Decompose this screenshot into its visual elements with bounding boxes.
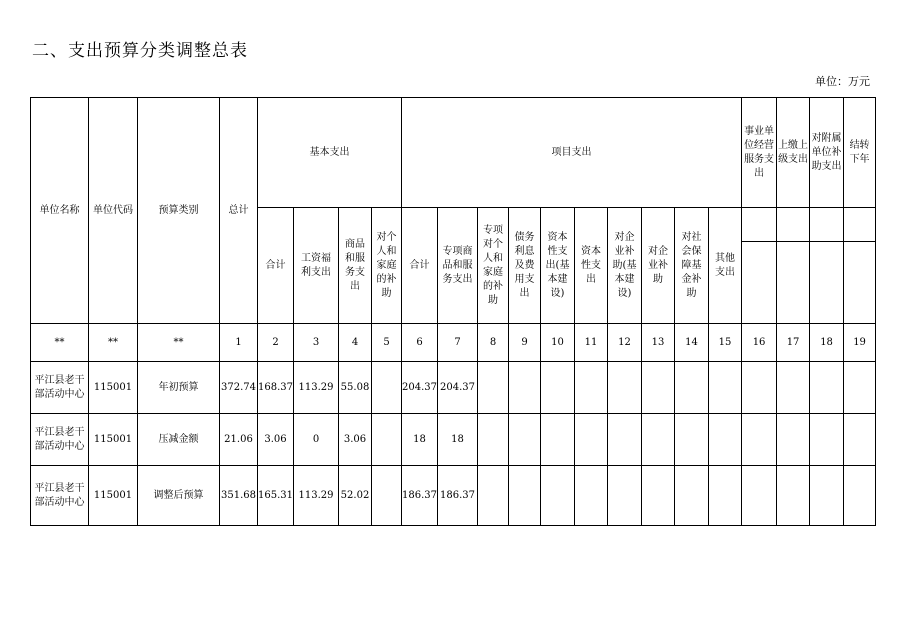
row-total: 21.06 [220,414,258,466]
row-unit-code: 115001 [89,362,138,414]
row-project-goods: 204.37 [438,362,478,414]
index-cell: 19 [844,324,876,362]
row-project-total: 186.37 [402,466,438,526]
row-basic-total: 168.37 [258,362,294,414]
index-cell: 6 [402,324,438,362]
index-row [31,324,876,362]
index-cell: 8 [478,324,509,362]
header-capital: 资本性支出 [575,208,608,324]
unit-label: 单位：万元 [815,75,870,88]
header-basic-total: 合计 [258,208,294,324]
header-blank-17b [777,242,810,324]
row-goods: 52.02 [339,466,372,526]
row-unit-name: 平江县老干部活动中心 [31,466,89,526]
index-cell: 7 [438,324,478,362]
index-cell: 2 [258,324,294,362]
index-cell: 11 [575,324,608,362]
header-blank-18 [810,208,844,242]
row-basic-total: 165.31 [258,466,294,526]
row-project-total: 18 [402,414,438,466]
row-project-goods: 18 [438,414,478,466]
header-enterprise-subsidy: 对企业补助 [642,208,675,324]
header-personal-subsidy: 对个人和家庭的补助 [372,208,402,324]
header-other: 其他支出 [709,208,742,324]
row-unit-name: 平江县老干部活动中心 [31,414,89,466]
index-cell: ** [89,324,138,362]
index-cell: ** [31,324,89,362]
row-wage: 113.29 [294,362,339,414]
header-debt-interest: 债务利息及费用支出 [509,208,541,324]
index-cell: ** [138,324,220,362]
row-total: 351.68 [220,466,258,526]
index-cell: 17 [777,324,810,362]
header-budget-type: 预算类别 [138,98,220,324]
header-project-total: 合计 [402,208,438,324]
index-cell: 10 [541,324,575,362]
row-personal [372,466,402,526]
row-project-total: 204.37 [402,362,438,414]
header-total: 总计 [220,98,258,324]
index-cell: 18 [810,324,844,362]
index-cell: 13 [642,324,675,362]
header-enterprise-basic: 对企业补助(基本建设) [608,208,642,324]
row-budget-type: 年初预算 [138,362,220,414]
row-unit-code: 115001 [89,466,138,526]
header-blank-16 [742,208,777,242]
row-wage: 113.29 [294,466,339,526]
index-cell: 15 [709,324,742,362]
header-unit-name: 单位名称 [31,98,89,324]
header-project-expenditure: 项目支出 [402,98,742,208]
index-cell: 16 [742,324,777,362]
index-cell: 14 [675,324,709,362]
page-title: 二、支出预算分类调整总表 [32,41,248,61]
index-cell: 3 [294,324,339,362]
row-wage: 0 [294,414,339,466]
index-cell: 5 [372,324,402,362]
header-goods-services: 商品和服务支出 [339,208,372,324]
header-blank-19 [844,208,876,242]
header-project-personal: 专项对个人和家庭的补助 [478,208,509,324]
header-blank-16b [742,242,777,324]
header-blank-19b [844,242,876,324]
row-unit-code: 115001 [89,414,138,466]
row-goods: 3.06 [339,414,372,466]
header-social-security: 对社会保障基金补助 [675,208,709,324]
header-project-goods: 专项商品和服务支出 [438,208,478,324]
row-goods: 55.08 [339,362,372,414]
index-cell: 4 [339,324,372,362]
header-carry-forward: 结转下年 [844,98,876,208]
row-personal [372,414,402,466]
row-budget-type: 调整后预算 [138,466,220,526]
header-row-1 [31,98,876,208]
row-project-goods: 186.37 [438,466,478,526]
index-cell: 12 [608,324,642,362]
row-personal [372,362,402,414]
header-wage-welfare: 工资福利支出 [294,208,339,324]
header-superior-payment: 上缴上级支出 [777,98,810,208]
index-cell: 9 [509,324,541,362]
header-blank-18b [810,242,844,324]
header-basic-expenditure: 基本支出 [258,98,402,208]
budget-table [30,97,876,526]
header-enterprise-operation: 事业单位经营服务支出 [742,98,777,208]
row-unit-name: 平江县老干部活动中心 [31,362,89,414]
row-budget-type: 压减金额 [138,414,220,466]
row-total: 372.74 [220,362,258,414]
index-cell: 1 [220,324,258,362]
row-basic-total: 3.06 [258,414,294,466]
table-row [31,414,876,466]
header-unit-code: 单位代码 [89,98,138,324]
header-blank-17 [777,208,810,242]
header-capital-basic: 资本性支出(基本建设) [541,208,575,324]
header-subsidiary-subsidy: 对附属单位补助支出 [810,98,844,208]
table-row [31,362,876,414]
table-row [31,466,876,526]
